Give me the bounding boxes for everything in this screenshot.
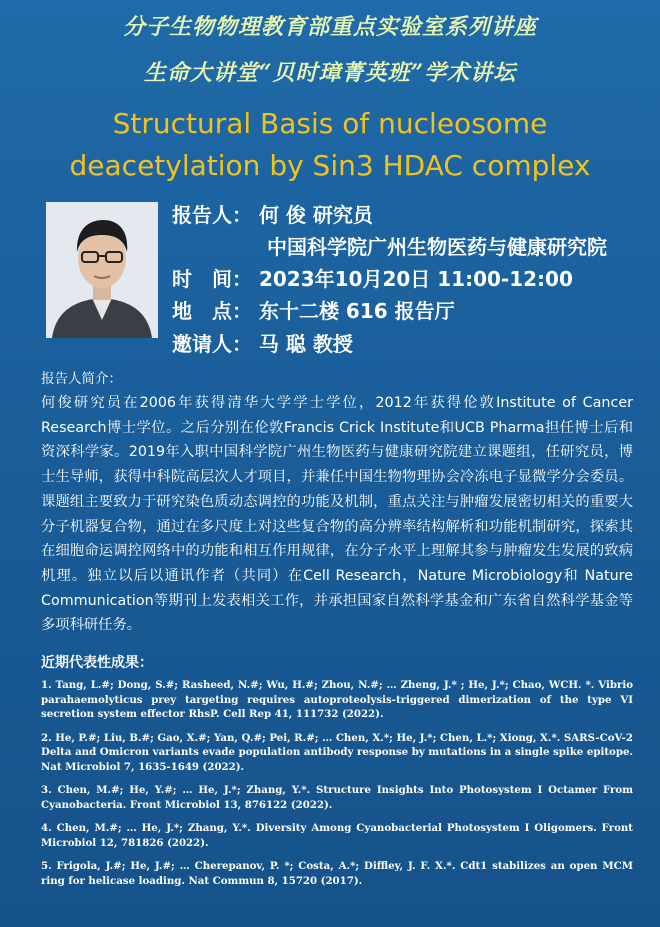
publication-item: 1. Tang, L.#; Dong, S.#; Rasheed, N.#; Wu, H.#; Zhou, N.#; … Zheng, J.* ; He, J.*; Chao, WCH. *. Vibrio parahaemolyticus prey targeting requires autoproteolysis-triggered dimerization of the type VI secretion system effector RhsP. Cell Rep 41, 111732 (2022).: [41, 679, 633, 720]
time-value: 2023年10月20日 11:00-12:00: [258, 267, 573, 291]
place-label: 地 点：: [172, 299, 252, 323]
speaker-photo: [46, 202, 158, 338]
host-value: 马 聪 教授: [258, 332, 353, 356]
publication-item: 5. Frigola, J.#; He, J.#; … Cherepanov, P. *; Costa, A.*; Diffley, J. F. X.*. Cdt1 stabilizes an open MCM ring for helicase loading. Nat Commun 8, 15720 (2017).: [41, 860, 633, 887]
speaker-label: 报告人：: [172, 203, 252, 227]
series-header: 分子生物物理教育部重点实验室系列讲座: [122, 14, 537, 40]
bio-heading: 报告人简介：: [41, 371, 122, 387]
speaker-name: 何 俊 研究员: [258, 203, 373, 227]
speaker-bio: 何俊研究员在2006年获得清华大学学士学位，2012年获得伦敦Institute of Cancer Research博士学位。之后分别在伦敦Francis Crick Institute和UCB Pharma担任博士后和资深科学家。2019年入职中国科学院广州生物医药与健康研究院建立课题组，任研究员，博士生导师，获得中科院高层次人才项目，并兼任中国生物物理协会冷冻电子显微学分会委员。课题组主要致力于研究染色质动态调控的功能及机制，重点关注与肿瘤发展密切相关的重要大分子机器复合物，通过在多尺度上对这些复合物的高分辨率结构解析和功能机制研究，探索其在细胞命运调控网络中的功能和相互作用规律，在分子水平上理解其参与肿瘤发生发展的致病机理。独立以后以通讯作者（共同）在Cell Research，Nature Microbiology和 Nature Communication等期刊上发表相关工作，并承担国家自然科学基金和广东省自然科学基金等多项科研任务。: [41, 395, 633, 634]
place-value: 东十二楼 616 报告厅: [258, 299, 455, 323]
forum-header: 生命大讲堂“贝时璋菁英班”学术讲坛: [143, 60, 517, 86]
host-label: 邀请人：: [172, 332, 252, 356]
publication-item: 4. Chen, M.#; … He, J.*; Zhang, Y.*. Diversity Among Cyanobacterial Photosystem I Oligomers. Front Microbiol 12, 781826 (2022).: [41, 822, 633, 849]
publications-heading: 近期代表性成果：: [41, 655, 153, 671]
place-row: [172, 298, 455, 324]
publication-item: 3. Chen, M.#; He, Y.#; … He, J.*; Zhang, Y.*. Structure Insights Into Photosystem I Octamer From Cyanobacteria. Front Microbiol 13, 876122 (2022).: [41, 784, 633, 811]
time-row: [172, 266, 573, 292]
talk-title-line-1: Structural Basis of nucleosome: [112, 107, 548, 140]
speaker-row: [172, 202, 373, 228]
host-row: [172, 331, 353, 357]
talk-title-line-2: deacetylation by Sin3 HDAC complex: [69, 149, 591, 182]
speaker-affiliation: 中国科学院广州生物医药与健康研究院: [267, 235, 607, 259]
time-label: 时 间：: [172, 267, 252, 291]
publication-item: 2. He, P.#; Liu, B.#; Gao, X.#; Yan, Q.#; Pei, R.#; … Chen, X.*; He, J.*; Chen, L.*; Xiong, X.*. SARS-CoV-2 Delta and Omicron variants evade population antibody response by mutations in a single spike epitope. Nat Microbiol 7, 1635-1649 (2022).: [41, 731, 633, 773]
publication-list: [41, 678, 633, 897]
